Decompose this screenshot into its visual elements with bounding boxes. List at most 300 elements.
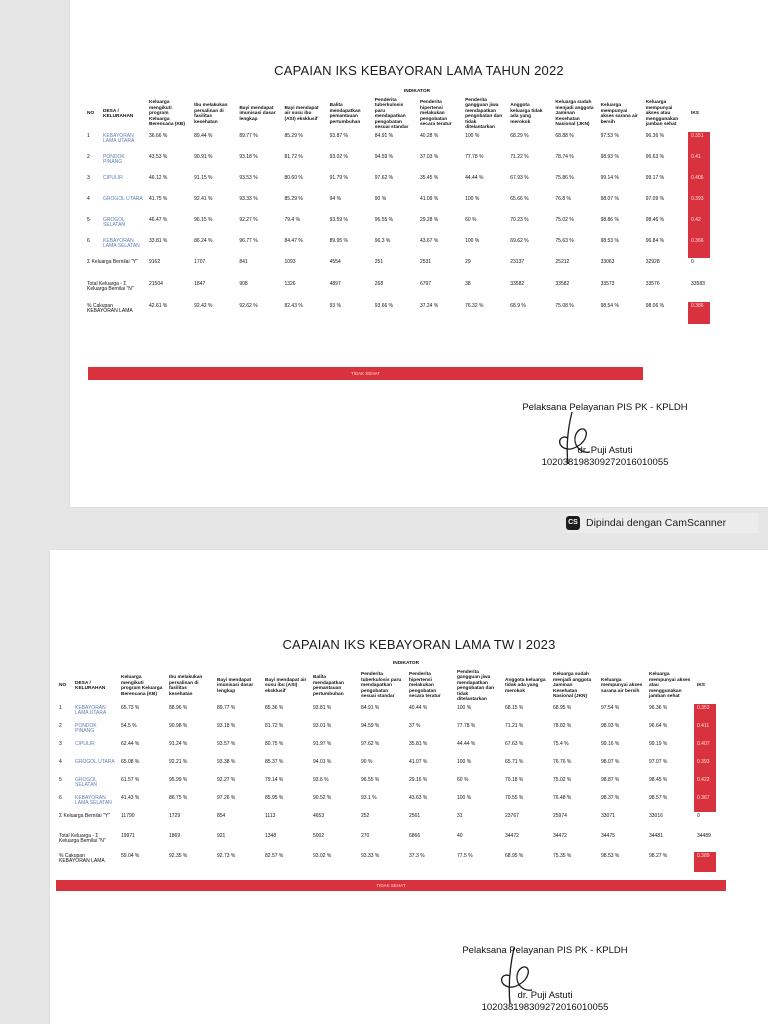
summary-value: 1729 [169,812,181,819]
indicator-value: 98.87 % [601,776,620,783]
indicator-value: 44.44 % [465,174,484,181]
indicator-value: 43.63 % [409,794,428,801]
column-header-row [56,669,716,704]
column-header: Keluarga mempunyai akses sarana air bersih [601,677,643,694]
summary-value: 76.32 % [465,302,484,309]
indicator-value: 46.12 % [149,174,168,181]
indicator-value: 71.22 % [510,153,529,160]
iks-value: 0.353 [694,704,716,722]
iks-table [56,660,716,872]
indicator-value: 98.37 % [601,794,620,801]
row-number: 1 [59,704,62,711]
indicator-value: 37.03 % [419,153,439,160]
summary-value: 25212 [555,258,570,265]
column-header: Bayi mendapat air susu ibu (ASI) eksklusif [265,677,307,694]
indicator-value: 90.91 % [194,153,213,160]
column-header: Bayi mendapat imunisasi dasar lengkap [217,677,254,694]
status-bar: TIDAK SEHAT [56,880,726,891]
summary-value: 29 [465,258,471,265]
indicator-value: 93.38 % [217,758,236,765]
summary-value: 33582 [555,280,570,287]
indicator-value: 98.45 % [649,776,668,783]
column-header: Penderita gangguan jiwa mendapatkan pengobatan dan tidak ditelantarkan [465,97,503,131]
indicator-value: 80.60 % [284,174,303,181]
table-row [84,216,710,237]
signoff-role: Pelaksana Pelayanan PIS PK - KPLDH [462,945,628,956]
summary-iks-value: 33583 [691,280,705,287]
iks-value: 0.407 [694,740,716,758]
iks-value: 0.393 [688,195,710,216]
column-header: Penderita gangguan jiwa mendapatkan pengobatan dan tidak ditelantarkan [457,669,495,703]
table-row [84,153,710,174]
indicator-value: 84.91 % [361,704,380,711]
column-header: Keluarga mengikuti program Keluarga Berencana (KB) [149,100,185,128]
indicator-value: 85.36 % [265,704,284,711]
summary-value: 854 [217,812,226,819]
table-row [84,132,710,153]
indicator-value: 100 % [465,237,480,244]
summary-iks-value: 34489 [697,832,711,839]
summary-value: 4554 [329,258,341,265]
column-header: Bayi mendapat imunisasi dasar lengkap [239,105,276,122]
summary-value: 38 [465,280,471,287]
summary-row [56,832,716,852]
indicator-value: 96.77 % [239,237,258,244]
indicator-value: 76.8 % [555,195,571,202]
indicator-value: 92.27 % [217,776,236,783]
indicator-value: 35.81 % [409,740,428,747]
summary-value: 252 [361,812,370,819]
indicator-value: 79.4 % [284,216,301,223]
summary-value: 908 [239,280,248,287]
summary-row [84,258,710,280]
indicator-value: 76.48 % [553,794,572,801]
table-row [56,794,716,812]
kelurahan-name: GROGOL SELATAN [75,776,98,789]
summary-value: 268 [374,280,384,287]
summary-value: 23767 [505,812,519,819]
summary-value: 25974 [553,812,567,819]
indicator-value: 35.45 % [419,174,439,181]
column-header: Ibu melakukan persalinan di fasilitas kesehatan [169,675,203,697]
column-header: Penderita tuberkulosis paru mendapatkan pengobatan sesuai standar [361,672,402,700]
summary-value: 34472 [505,832,519,839]
summary-label: Σ Keluarga Bernilai "Y" [59,812,110,819]
indicator-value: 93.18 % [239,153,258,160]
indicator-value: 93.81 % [313,704,332,711]
table-row [56,722,716,740]
indikator-header: INDIKATOR [403,89,431,94]
kelurahan-name: GROGOL UTARA [103,195,143,202]
indicator-value: 93.33 % [239,195,258,202]
column-header: Penderita hipertensi melakukan pengobatan secara teratur [419,100,452,128]
indicator-value: 43.53 % [149,153,168,160]
summary-row [56,812,716,832]
indicator-value: 85.29 % [284,132,303,139]
indicator-value: 29.28 % [419,216,439,223]
row-number: 5 [87,216,90,223]
summary-label: % Cakupan KEBAYORAN LAMA [87,302,133,315]
row-number: 6 [59,794,62,801]
row-number: 5 [59,776,62,783]
summary-value: 1113 [265,812,276,819]
column-header: Keluarga mempunyai akses atau menggunakan jamban sehat [645,100,679,128]
indicator-value: 98.46 % [645,216,665,223]
column-header: Penderita hipertensi melakukan pengobatan secara teratur [409,672,441,700]
summary-value: 6797 [419,280,432,287]
indicator-value: 100 % [465,132,480,139]
indicator-value: 93.57 % [217,740,236,747]
summary-value: 921 [217,832,226,839]
summary-value: 5002 [313,832,325,839]
indicator-value: 33.81 % [149,237,168,244]
iks-value: 0.41 [688,153,710,174]
indicator-value: 86.75 % [169,794,188,801]
summary-value: 33071 [601,812,615,819]
indicator-value: 85.95 % [265,794,284,801]
summary-value: 98.53 % [601,852,620,859]
indikator-header: INDIKATOR [392,661,420,666]
indicator-value: 93.01 % [313,722,332,729]
column-header: Balita mendapatkan pemantauan pertumbuhan [313,675,344,697]
iks-value: 0.406 [688,174,710,195]
indicator-value: 97.53 % [600,132,619,139]
indicator-value: 98.86 % [600,216,619,223]
indicator-value: 65.66 % [510,195,529,202]
summary-value: 1869 [169,832,181,839]
summary-value: 92.73 % [217,852,236,859]
indicator-value: 94.01 % [313,758,332,765]
summary-value: 92.62 % [239,302,258,309]
indicator-value: 65.08 % [121,758,140,765]
indicator-value: 90 % [374,195,387,202]
indicator-value: 46.47 % [149,216,168,223]
signoff-block [510,402,700,468]
indicator-value: 96.55 % [361,776,380,783]
kelurahan-name: KEBAYORAN LAMA SELATAN [75,794,112,807]
summary-value: 34475 [601,832,615,839]
table-row [56,740,716,758]
column-header: Keluarga sudah menjadi anggota Jaminan Kesehatan Nasional (JKN) [553,672,592,700]
column-header-desa: DESA / KELURAHAN [75,680,106,692]
summary-value: 75.08 % [555,302,574,309]
indicator-value: 94.59 % [374,153,394,160]
row-number: 1 [87,132,90,139]
indicator-value: 97.09 % [645,195,665,202]
indicator-value: 60 % [465,216,477,223]
iks-value: 0.42 [688,216,710,237]
indicator-value: 97.62 % [374,174,394,181]
row-number: 4 [87,195,90,202]
indicator-value: 91.97 % [313,740,332,747]
indicator-value: 77.78 % [457,722,476,729]
indicator-value: 97.62 % [361,740,380,747]
indicator-value: 94.59 % [361,722,380,729]
row-number: 2 [59,722,62,729]
column-header: Bayi mendapat air susu ibu (ASI) eksklusif [284,105,319,122]
iks-table [84,88,710,324]
indicator-value: 68.95 % [553,704,572,711]
indicator-value: 84.91 % [374,132,394,139]
iks-value: 0.422 [694,776,716,794]
summary-value: 4897 [329,280,341,287]
column-header-iks: IKS [697,683,705,689]
indicator-value: 79.14 % [265,776,284,783]
indicator-value: 96.84 % [645,237,665,244]
indicator-value: 81.72 % [265,722,284,729]
indicator-value: 91.79 % [329,174,348,181]
summary-value: 34472 [553,832,567,839]
column-header: Penderita tuberkulosis paru mendapatkan pengobatan sesuai standar [374,97,409,131]
summary-value: 34481 [649,832,663,839]
column-header: Anggota keluarga tidak ada yang merokok [505,677,546,694]
summary-value: 1847 [194,280,206,287]
row-number: 2 [87,153,90,160]
indicator-value: 96.36 % [645,132,665,139]
indicator-value: 89.77 % [239,132,258,139]
indicator-value: 91.15 % [194,174,213,181]
indicator-value: 89.95 % [329,237,348,244]
summary-row [84,280,710,302]
iks-value: 0.393 [694,758,716,776]
indicator-value: 88.96 % [169,704,188,711]
summary-value: 40 [457,832,463,839]
table-row [84,174,710,195]
indicator-value: 71.21 % [505,722,524,729]
indicator-value: 96.15 % [194,216,213,223]
indicator-value: 90 % [361,758,373,765]
indicator-value: 98.93 % [600,153,619,160]
kelurahan-name: GROGOL UTARA [75,758,115,765]
summary-value: 33576 [645,280,660,287]
signoff-nip: 102038198309272016010055 [541,457,669,468]
summary-value: 68.95 % [505,852,524,859]
indicator-value: 41.75 % [149,195,168,202]
summary-value: 92.42 % [194,302,213,309]
summary-value: 33573 [600,280,615,287]
indicator-value: 44.44 % [457,740,476,747]
column-header: Keluarga mempunyai akses atau menggunakan jamban sehat [649,672,691,700]
column-header-no: NO [59,683,67,689]
column-header-iks: IKS [691,111,699,117]
indicator-value: 41.43 % [121,794,140,801]
summary-value: 32928 [645,258,660,265]
iks-value: 0.366 [688,237,710,258]
summary-label: Total Keluarga - Σ Keluarga Bernilai "N" [59,832,106,845]
indicator-value: 95.99 % [169,776,188,783]
indicator-value: 98.07 % [601,758,620,765]
row-number: 4 [59,758,62,765]
indicator-value: 90.52 % [313,794,332,801]
indicator-value: 93.6 % [313,776,329,783]
indicator-value: 92.21 % [169,758,188,765]
summary-value: 1326 [284,280,296,287]
indicator-value: 41.07 % [409,758,428,765]
signoff-name: dr. Puji Astuti [517,990,573,1001]
summary-value: 270 [361,832,370,839]
column-header: Keluarga mempunyai akses sarana air bersih [600,103,638,125]
summary-value: 98.06 % [645,302,665,309]
indicator-value: 85.37 % [265,758,284,765]
indicator-value: 68.15 % [505,704,524,711]
page-title: CAPAIAN IKS KEBAYORAN LAMA TW I 2023 [282,637,556,652]
indicator-value: 80.75 % [265,740,284,747]
camscanner-icon: CS [566,516,580,530]
indicator-value: 75.63 % [555,237,574,244]
column-header: Balita mendapatkan pemantauan pertumbuhan [329,103,361,125]
column-header-no: NO [87,111,95,117]
summary-value: 2561 [409,812,421,819]
summary-iks-value: 0.389 [694,852,716,872]
indicator-value: 94 % [329,195,342,202]
summary-value: 1348 [265,832,277,839]
signoff-block [445,945,645,1013]
indicator-value: 99.17 % [645,174,665,181]
indicator-value: 92.41 % [194,195,213,202]
column-header-desa: DESA / KELURAHAN [103,108,134,120]
indicator-value: 98.93 % [601,722,620,729]
summary-value: 93.66 % [374,302,394,309]
indicator-value: 99.14 % [600,174,619,181]
indicator-value: 43.67 % [419,237,439,244]
summary-value: 19971 [121,832,135,839]
indicator-value: 68.88 % [555,132,574,139]
summary-value: 93.33 % [361,852,380,859]
summary-value: 42.61 % [149,302,168,309]
summary-value: 82.57 % [265,852,284,859]
camscanner-text: Dipindai dengan CamScanner [586,517,727,529]
column-header: Anggota keluarga tidak ada yang merokok [510,103,543,125]
indicator-value: 75.86 % [555,174,574,181]
summary-iks-value: 0 [691,258,694,265]
kelurahan-name: GROGOL SELATAN [103,216,126,229]
indicator-value: 97.54 % [601,704,620,711]
indicator-value: 90.98 % [169,722,188,729]
indicator-value: 93.1 % [361,794,377,801]
indicator-value: 91.24 % [169,740,188,747]
indicator-value: 78.82 % [553,722,572,729]
summary-value: 77.5 % [457,852,473,859]
indicator-value: 40.28 % [419,132,439,139]
table-row [56,776,716,794]
summary-value: 33582 [510,280,525,287]
page-title: CAPAIAN IKS KEBAYORAN LAMA TAHUN 2022 [274,63,564,78]
summary-value: 68.9 % [510,302,526,309]
signoff-name: dr. Puji Astuti [577,445,633,456]
signoff-role: Pelaksana Pelayanan PIS PK - KPLDH [522,402,688,413]
indicator-value: 37 % [409,722,421,729]
indicator-value: 96.36 % [649,704,668,711]
indicator-value: 70.55 % [505,794,524,801]
column-header: Keluarga sudah menjadi anggota Jaminan Kesehatan Nasional (JKN) [555,100,594,128]
indicator-value: 99.19 % [649,740,668,747]
summary-value: 37.24 % [419,302,439,309]
indicator-value: 68.29 % [510,132,529,139]
status-bar: TIDAK SEHAT [88,367,643,380]
indicator-value: 89.77 % [217,704,236,711]
summary-value: 93 % [329,302,342,309]
kelurahan-name: KEBAYORAN LAMA UTARA [103,132,135,145]
indicator-value: 36.66 % [149,132,168,139]
summary-value: 23137 [510,258,525,265]
indicator-value: 98.57 % [649,794,668,801]
summary-value: 98.54 % [600,302,619,309]
summary-value: 251 [374,258,384,265]
indicator-value: 84.47 % [284,237,303,244]
kelurahan-name: KEBAYORAN LAMA UTARA [75,704,107,717]
indicator-value: 70.18 % [505,776,524,783]
indicator-value: 77.78 % [465,153,484,160]
summary-value: 59.04 % [121,852,140,859]
row-number: 3 [87,174,90,181]
indicator-value: 41.09 % [419,195,439,202]
indicator-value: 89.44 % [194,132,213,139]
summary-value: 93.02 % [313,852,332,859]
row-number: 3 [59,740,62,747]
summary-value: 6866 [409,832,421,839]
indicator-value: 67.63 % [505,740,524,747]
summary-value: 37.3 % [409,852,425,859]
summary-value: 33063 [600,258,615,265]
summary-value: 1707 [194,258,206,265]
column-header-row [84,97,710,132]
indicator-value: 99.16 % [601,740,620,747]
indicator-value: 93.18 % [217,722,236,729]
summary-value: 33016 [649,812,663,819]
summary-row [56,852,716,872]
table-row [84,237,710,258]
indicator-value: 78.74 % [555,153,574,160]
indicator-value: 75.02 % [553,776,572,783]
indicator-value: 100 % [457,758,472,765]
indicator-value: 75.02 % [555,216,574,223]
indicator-value: 100 % [457,704,472,711]
indicator-value: 86.24 % [194,237,213,244]
summary-label: Σ Keluarga Bernilai "Y" [87,258,138,265]
indicator-value: 96.55 % [374,216,394,223]
summary-value: 2531 [419,258,432,265]
indicator-value: 54.5 % [121,722,137,729]
indicator-value: 100 % [457,794,472,801]
summary-value: 21504 [149,280,163,287]
indicator-value: 93.53 % [239,174,258,181]
indicator-value: 96.3 % [374,237,391,244]
kelurahan-name: CIPULIR [103,174,123,181]
iks-value: 0.411 [694,722,716,740]
indicator-value: 67.93 % [510,174,529,181]
signoff-nip: 102038198309272016010055 [481,1002,609,1013]
scanned-page-2023 [50,550,768,1024]
scanned-page-2022 [70,0,768,507]
kelurahan-name: PONDOK PINANG [75,722,97,735]
column-header: Keluarga mengikuti program Keluarga Berencana (KB) [121,675,163,697]
kelurahan-name: KEBAYORAN LAMA SELATAN [103,237,140,250]
kelurahan-name: CIPULIR [75,740,95,747]
table-row [56,758,716,776]
iks-value: 0.367 [694,794,716,812]
table-row [84,195,710,216]
indicator-value: 76.76 % [553,758,572,765]
summary-value: 11790 [121,812,135,819]
indicator-value: 96.64 % [649,722,668,729]
row-number: 6 [87,237,90,244]
indicator-value: 97.26 % [217,794,236,801]
indicator-value: 93.87 % [329,132,348,139]
summary-row [84,302,710,324]
kelurahan-name: PONDOK PINANG [103,153,125,166]
indicator-value: 93.02 % [329,153,348,160]
indicator-value: 75.4 % [553,740,569,747]
